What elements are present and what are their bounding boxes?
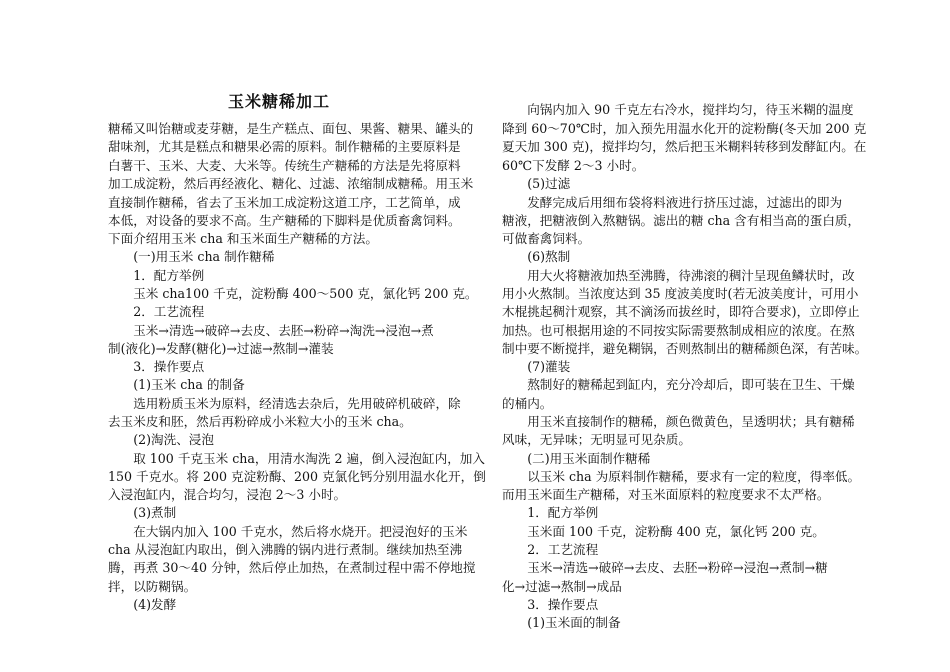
text-line: (3)煮制 [108, 505, 177, 520]
text-line: (7)灌装 [502, 359, 571, 374]
text-line: 木棍挑起稠汁观察，其不滴汤而拔丝时，即符合要求)，立即停止 [502, 304, 860, 319]
text-line: (6)熬制 [502, 249, 571, 264]
text-line: 腾，再煮 30～40 分钟，然后停止加热，在煮制过程中需不停地搅 [108, 560, 476, 575]
text-line: (5)过滤 [502, 176, 571, 191]
text-line: 60℃下发酵 2～3 小时。 [502, 158, 645, 173]
text-line: (二)用玉米面制作糖稀 [502, 451, 651, 466]
text-line: 入浸泡缸内，混合均匀，浸泡 2～3 小时。 [108, 487, 347, 502]
text-line: 玉米面 100 千克，淀粉酶 400 克，氯化钙 200 克。 [502, 524, 825, 539]
text-line: 用小火熬制。当浓度达到 35 度波美度时(若无波美度计，可用小 [502, 286, 859, 301]
text-line: 白薯干、玉米、大麦、大米等。传统生产糖稀的方法是先将原料 [108, 158, 461, 173]
page-title: 玉米糖稀加工 [227, 92, 330, 111]
text-line: 发酵完成后用细布袋将料液进行挤压过滤，过滤出的即为 [502, 195, 843, 210]
text-line: (1)玉米面的制备 [502, 615, 621, 630]
text-line: 制(液化)→发酵(糖化)→过滤→熬制→灌装 [108, 341, 334, 356]
text-line: 玉米→清选→破碎→去皮、去胚→粉碎→浸泡→煮制→糖 [502, 560, 828, 575]
text-line: 熬制好的糖稀起到缸内，充分冷却后，即可装在卫生、干燥 [502, 377, 855, 392]
text-line: (2)淘洗、浸泡 [108, 432, 214, 447]
text-line: 玉米 cha100 千克，淀粉酶 400～500 克，氯化钙 200 克。 [108, 286, 478, 301]
text-line: 夏天加 300 克)，搅拌均匀，然后把玉米糊料转移到发酵缸内。在 [502, 139, 867, 154]
text-line: 150 千克水。将 200 克淀粉酶、200 克氯化钙分别用温水化开，倒 [108, 469, 486, 484]
text-line: 去玉米皮和胚，然后再粉碎成小米粒大小的玉米 cha。 [108, 414, 412, 429]
text-line: 用大火将糖液加热至沸腾，待沸滚的稠汁呈现鱼鳞状时，改 [502, 268, 855, 283]
text-line: 化→过滤→熬制→成品 [502, 579, 622, 594]
text-line: 3．操作要点 [108, 359, 205, 374]
text-line: 制中要不断搅拌，避免糊锅，否则熬制出的糖稀颜色深，有苦味。 [502, 341, 868, 356]
text-line: 以玉米 cha 为原料制作糖稀，要求有一定的粒度，得率低。 [502, 469, 861, 484]
text-line: 而用玉米面生产糖稀，对玉米面原料的粒度要求不太严格。 [502, 487, 830, 502]
text-line: cha 从浸泡缸内取出，倒入沸腾的锅内进行煮制。继续加热至沸 [108, 542, 463, 557]
text-line: (一)用玉米 cha 制作糖稀 [108, 249, 275, 264]
text-line: 选用粉质玉米为原料，经清选去杂后，先用破碎机破碎，除 [108, 396, 461, 411]
text-line: 糖液，把糖液倒入熬糖锅。滤出的糖 cha 含有相当高的蛋白质， [502, 213, 861, 228]
text-line: 直接制作糖稀，省去了玉米加工成淀粉这道工序，工艺简单，成 [108, 195, 461, 210]
text-line: 加热。也可根据用途的不同按实际需要熬制成相应的浓度。在熬 [502, 323, 855, 338]
text-line: 1．配方举例 [108, 268, 205, 283]
text-line: 风味，无异味；无明显可见杂质。 [502, 432, 691, 447]
text-line: 可做畜禽饲料。 [502, 231, 591, 246]
text-line: 拌，以防糊锅。 [108, 579, 197, 594]
text-line: 2．工艺流程 [108, 304, 205, 319]
text-line: (1)玉米 cha 的制备 [108, 377, 245, 392]
text-line: 3．操作要点 [502, 597, 599, 612]
text-line: 用玉米直接制作的糖稀，颜色微黄色，呈透明状；具有糖稀 [502, 414, 855, 429]
text-line: 的桶内。 [502, 396, 553, 411]
text-line: 降到 60～70℃时，加入预先用温水化开的淀粉酶(冬天加 200 克 [502, 121, 867, 136]
text-line: 2．工艺流程 [502, 542, 599, 557]
text-line: 玉米→清选→破碎→去皮、去胚→粉碎→淘洗→浸泡→煮 [108, 323, 434, 338]
text-line: 在大锅内加入 100 千克水，然后将水烧开。把浸泡好的玉米 [108, 524, 468, 539]
text-line: 本低，对设备的要求不高。生产糖稀的下脚料是优质畜禽饲料。 [108, 213, 461, 228]
text-line: 取 100 千克玉米 cha，用清水淘洗 2 遍，倒入浸泡缸内，加入 [108, 451, 485, 466]
text-line: 1．配方举例 [502, 505, 599, 520]
text-line: 下面介绍用玉米 cha 和玉米面生产糖稀的方法。 [108, 231, 378, 246]
text-line: 甜味剂，尤其是糕点和糖果必需的原料。制作糖稀的主要原料是 [108, 139, 461, 154]
text-line: 向锅内加入 90 千克左右冷水，搅拌均匀，待玉米糊的温度 [502, 102, 854, 117]
text-line: (4)发酵 [108, 597, 177, 612]
text-line: 糖稀又叫饴糖或麦芽糖，是生产糕点、面包、果酱、糖果、罐头的 [108, 121, 474, 136]
text-line: 加工成淀粉，然后再经液化、糖化、过滤、浓缩制成糖稀。用玉米 [108, 176, 474, 191]
